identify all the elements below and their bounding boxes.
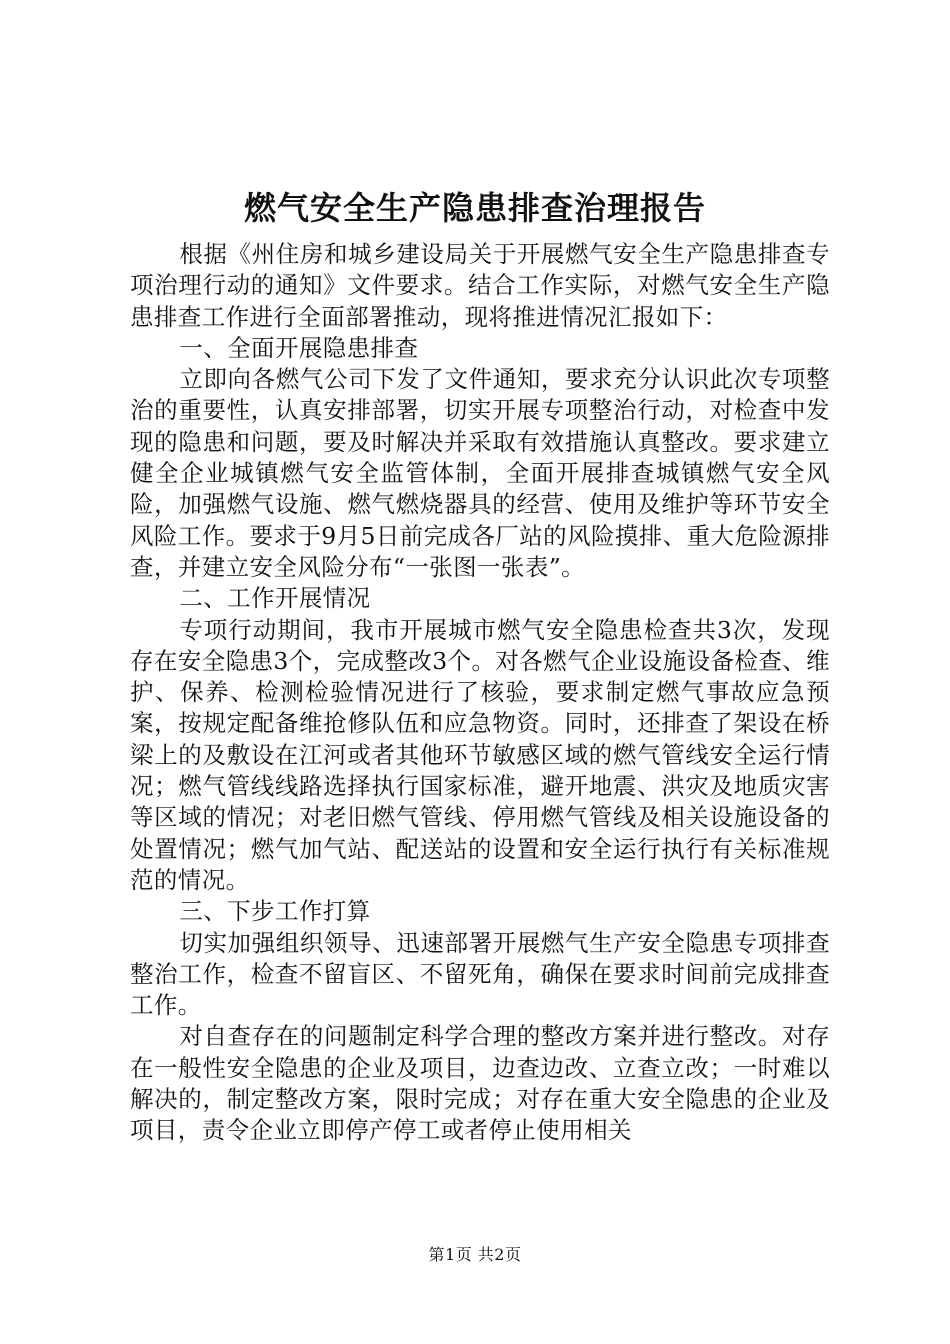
document-title: 燃气安全生产隐患排查治理报告 [243, 189, 706, 227]
page-footer: 第1页 共2页 [428, 1245, 522, 1264]
section-heading-1: 一、全面开展隐患排查 [179, 333, 419, 362]
section-heading-2: 二、工作开展情况 [179, 584, 371, 613]
section-1-paragraph: 立即向各燃气公司下发了文件通知，要求充分认识此次专项整治的重要性，认真安排部署，切实开展专项整治行动，对检查中发现的隐患和问题，要及时解决并采取有效措施认真整改。要求建立健全企业城镇燃气安全监管体制，全面开展排查城镇燃气安全风险，加强燃气设施、燃气燃烧器具的经营、使用及维护等环节安全风险工作。要求于9月5日前完成各厂站的风险摸排、重大危险源排查，并建立安全风险分布“一张图一张表”。 [130, 365, 830, 581]
document-body [130, 239, 830, 1147]
section-3-paragraph-2: 对自查存在的问题制定科学合理的整改方案并进行整改。对存在一般性安全隐患的企业及项目，边查边改、立查立改；一时难以解决的，制定整改方案，限时完成；对存在重大安全隐患的企业及项目，责令企业立即停产停工或者停止使用相关 [130, 1022, 830, 1145]
intro-paragraph: 根据《州住房和城乡建设局关于开展燃气安全生产隐患排查专项治理行动的通知》文件要求。结合工作实际，对燃气安全生产隐患排查工作进行全面部署推动，现将推进情况汇报如下： [130, 240, 830, 331]
section-3-paragraph-1: 切实加强组织领导、迅速部署开展燃气生产安全隐患专项排查整治工作，检查不留盲区、不留死角，确保在要求时间前完成排查工作。 [130, 928, 830, 1020]
section-2-paragraph: 专项行动期间，我市开展城市燃气安全隐患检查共3次，发现存在安全隐患3个，完成整改3个。对各燃气企业设施设备检查、维护、保养、检测检验情况进行了核验，要求制定燃气事故应急预案，按规定配备维抢修队伍和应急物资。同时，还排查了架设在桥梁上的及敷设在江河或者其他环节敏感区域的燃气管线安全运行情况；燃气管线线路选择执行国家标准，避开地震、洪灾及地质灾害等区域的情况；对老旧燃气管线、停用燃气管线及相关设施设备的处置情况；燃气加气站、配送站的设置和安全运行执行有关标准规范的情况。 [130, 615, 830, 894]
section-heading-3: 三、下步工作打算 [179, 897, 371, 926]
